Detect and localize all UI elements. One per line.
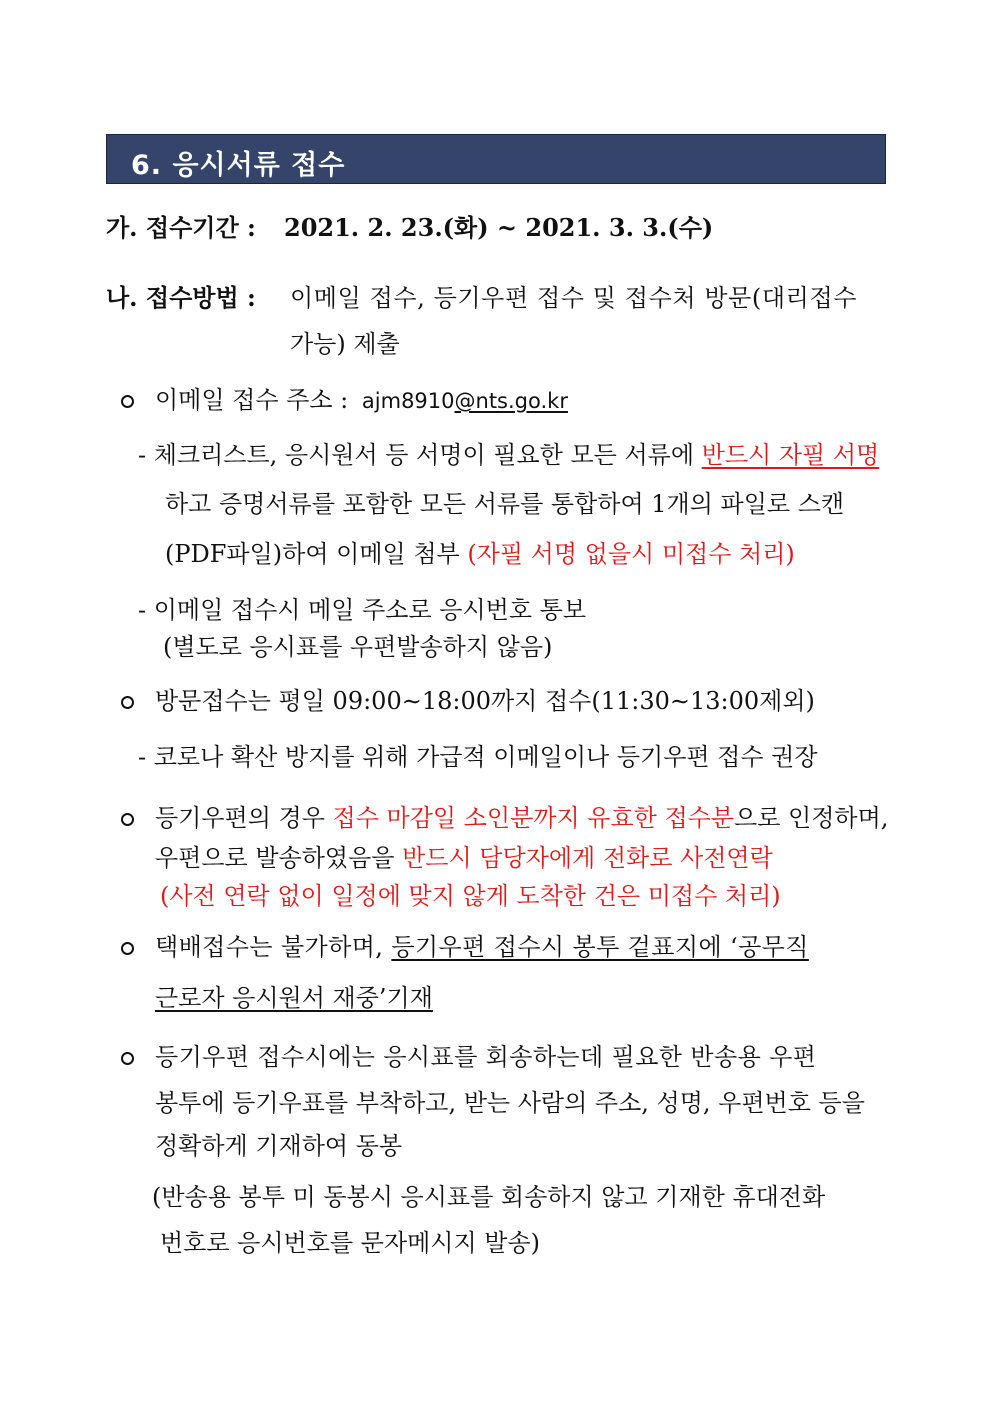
email-address[interactable] (362, 389, 568, 413)
email-detail-1-text: - 체크리스트, 응시원서 등 서명이 필요한 모든 서류에 (138, 441, 702, 469)
method-label: 나. 접수방법 : (106, 283, 256, 312)
email-detail-2-line-2: (별도로 응시표를 우편발송하지 않음) (163, 633, 553, 661)
registered-text-1b: 으로 인정하며, (734, 804, 889, 832)
email-label: 이메일 접수 주소 : (155, 386, 349, 414)
bullet-circle-icon (121, 942, 134, 955)
period-label: 가. 접수기간 : (106, 213, 256, 242)
email-detail-1-warning: (자필 서명 없을시 미접수 처리) (467, 540, 795, 568)
registered-text-2: 우편으로 발송하였음을 (155, 844, 403, 872)
method-line-1: 이메일 접수, 등기우편 접수 및 접수처 방문(대리접수 (290, 284, 858, 312)
return-line-2: 봉투에 등기우표를 부착하고, 받는 사람의 주소, 성명, 우편번호 등을 (155, 1089, 865, 1117)
section-title: 6. 응시서류 접수 (131, 150, 346, 181)
registered-line-1 (155, 802, 888, 834)
return-line-3: 정확하게 기재하여 동봉 (155, 1132, 403, 1160)
email-detail-1-text-3: (PDF파일)하여 이메일 첨부 (165, 540, 468, 568)
visit-dash: - 코로나 확산 방지를 위해 가급적 이메일이나 등기우편 접수 권장 (138, 743, 818, 771)
email-domain-link[interactable]: @nts.go.kr (454, 389, 568, 413)
return-line-5: 번호로 응시번호를 문자메시지 발송) (160, 1229, 541, 1257)
registered-text-1: 등기우편의 경우 (155, 804, 333, 832)
bullet-circle-icon (121, 1052, 134, 1065)
return-line-1: 등기우편 접수시에는 응시표를 회송하는데 필요한 반송용 우편 (155, 1043, 817, 1071)
registered-line-3: (사전 연락 없이 일정에 맞지 않게 도착한 건은 미접수 처리) (160, 882, 781, 910)
courier-line-2: 근로자 응시원서 재중’기재 (155, 984, 433, 1012)
email-detail-2-line-1: - 이메일 접수시 메일 주소로 응시번호 통보 (138, 596, 587, 624)
return-line-4: (반송용 봉투 미 동봉시 응시표를 회송하지 않고 기재한 휴대전화 (152, 1183, 826, 1211)
courier-line-1 (155, 931, 809, 963)
email-detail-1-line-2: 하고 증명서류를 포함한 모든 서류를 통합하여 1개의 파일로 스캔 (165, 490, 845, 518)
email-user: ajm8910 (361, 389, 455, 413)
email-detail-1-line-1 (138, 439, 879, 471)
method-line-2: 가능) 제출 (290, 330, 400, 358)
period-value: 2021. 2. 23.(화) ~ 2021. 3. 3.(수) (284, 213, 714, 242)
email-detail-1-emphasis: 반드시 자필 서명 (701, 441, 880, 469)
email-row (155, 384, 568, 417)
email-detail-1-line-3 (165, 538, 795, 570)
courier-text: 택배접수는 불가하며, (155, 933, 392, 961)
registered-line-2 (155, 842, 773, 874)
section-header (106, 134, 886, 184)
visit-text: 방문접수는 평일 09:00∼18:00까지 접수(11:30∼13:00제외) (155, 687, 815, 715)
bullet-circle-icon (121, 813, 134, 826)
courier-underlined-1: 등기우편 접수시 봉투 겉표지에 ‘공무직 (391, 933, 809, 961)
registered-emphasis-2: 반드시 담당자에게 전화로 사전연락 (402, 844, 773, 872)
bullet-circle-icon (121, 696, 134, 709)
registered-emphasis-1: 접수 마감일 소인분까지 유효한 접수분 (332, 804, 735, 832)
bullet-circle-icon (121, 395, 134, 408)
